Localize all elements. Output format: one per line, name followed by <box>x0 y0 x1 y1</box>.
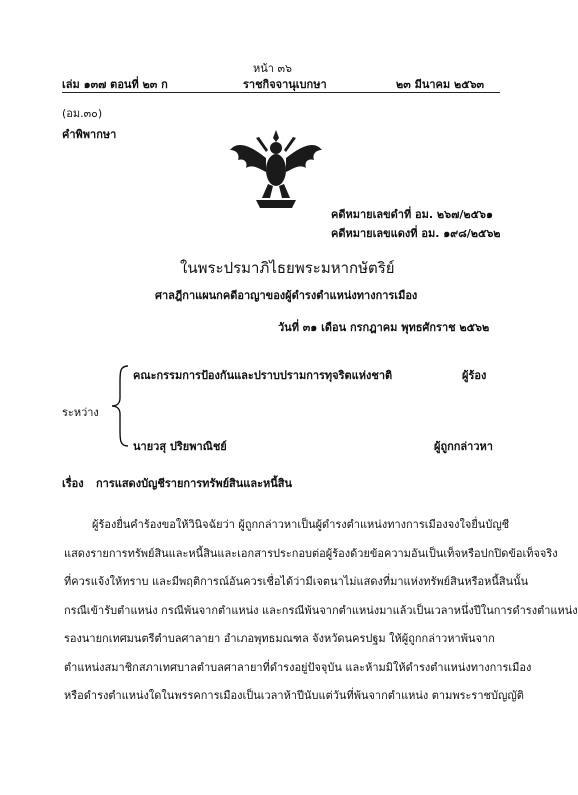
subject-text: การแสดงบัญชีรายการทรัพย์สินและหนี้สิน <box>96 477 292 490</box>
between-label: ระหว่าง <box>62 406 99 419</box>
volume-issue: เล่ม ๑๓๗ ตอนที่ ๒๓ ก <box>62 78 168 91</box>
gazette-name: ราชกิจจานุเบกษา <box>243 78 327 91</box>
publication-date: ๒๓ มีนาคม ๒๕๖๓ <box>396 78 485 91</box>
royal-title: ในพระปรมาภิไธยพระมหากษัตริย์ <box>180 259 395 277</box>
body-line: รองนายกเทศมนตรีตำบลศาลายา อำเภอพุทธมณฑล จังหวัดนครปฐม ให้ผู้ถูกกล่าวหาพ้นจาก <box>64 632 495 645</box>
court-name: ศาลฎีกาแผนกคดีอาญาของผู้ดำรงตำแหน่งทางการเมือง <box>155 289 418 302</box>
body-line: หรือดำรงตำแหน่งใดในพรรคการเมืองเป็นเวลาห้าปีนับแต่วันที่พ้นจากตำแหน่ง ตามพระราชบัญญัติ <box>64 689 524 702</box>
plaintiff-name: คณะกรรมการป้องกันและปราบปรามการทุจริตแห่งชาติ <box>133 369 393 382</box>
body-line: ผู้ร้องยื่นคำร้องขอให้วินิจฉัยว่า ผู้ถูกกล่าวหาเป็นผู้ดำรงตำแหน่งทางการเมืองจงใจยื่นบัญชี <box>92 518 510 531</box>
subject-label: เรื่อง <box>62 477 84 490</box>
page-number: หน้า ๓๖ <box>253 62 292 75</box>
plaintiff-role: ผู้ร้อง <box>462 369 487 382</box>
black-case-number: คดีหมายเลขดำที่ อม. ๒๖๗/๒๕๖๑ <box>331 208 493 221</box>
body-line: ที่ควรแจ้งให้ทราบ และมีพฤติการณ์อันควรเชื่อได้ว่ามีเจตนาไม่แสดงที่มาแห่งทรัพย์สินหรือหนี้สินนั้น <box>64 575 529 588</box>
document-type: คำพิพากษา <box>62 128 117 141</box>
red-case-number: คดีหมายเลขแดงที่ อม. ๑๙๘/๒๕๖๒ <box>331 227 501 240</box>
form-code: (อม.๓๐) <box>62 107 103 120</box>
body-line: กรณีเข้ารับตำแหน่ง กรณีพ้นจากตำแหน่ง และกรณีพ้นจากตำแหน่งมาแล้วเป็นเวลาหนึ่งปีในการดำรงตำแหน่ง <box>64 604 578 617</box>
header-rule <box>62 92 500 93</box>
defendant-name: นายวสุ ปริยพาณิชย์ <box>133 440 227 453</box>
body-line: ตำแหน่งสมาชิกสภาเทศบาลตำบลศาลายาที่ดำรงอยู่ปัจจุบัน และห้ามมิให้ดำรงตำแหน่งทางการเมือง <box>64 661 532 674</box>
body-line: แสดงรายการทรัพย์สินและหนี้สินและเอกสารประกอบต่อผู้ร้องด้วยข้อความอันเป็นเท็จหรือปกปิดข้อเท็จจริง <box>64 547 558 560</box>
party-brace <box>110 362 132 450</box>
defendant-role: ผู้ถูกกล่าวหา <box>434 440 493 453</box>
garuda-emblem-icon <box>226 128 326 212</box>
judgment-date: วันที่ ๓๑ เดือน กรกฎาคม พุทธศักราช ๒๕๖๒ <box>278 321 490 334</box>
